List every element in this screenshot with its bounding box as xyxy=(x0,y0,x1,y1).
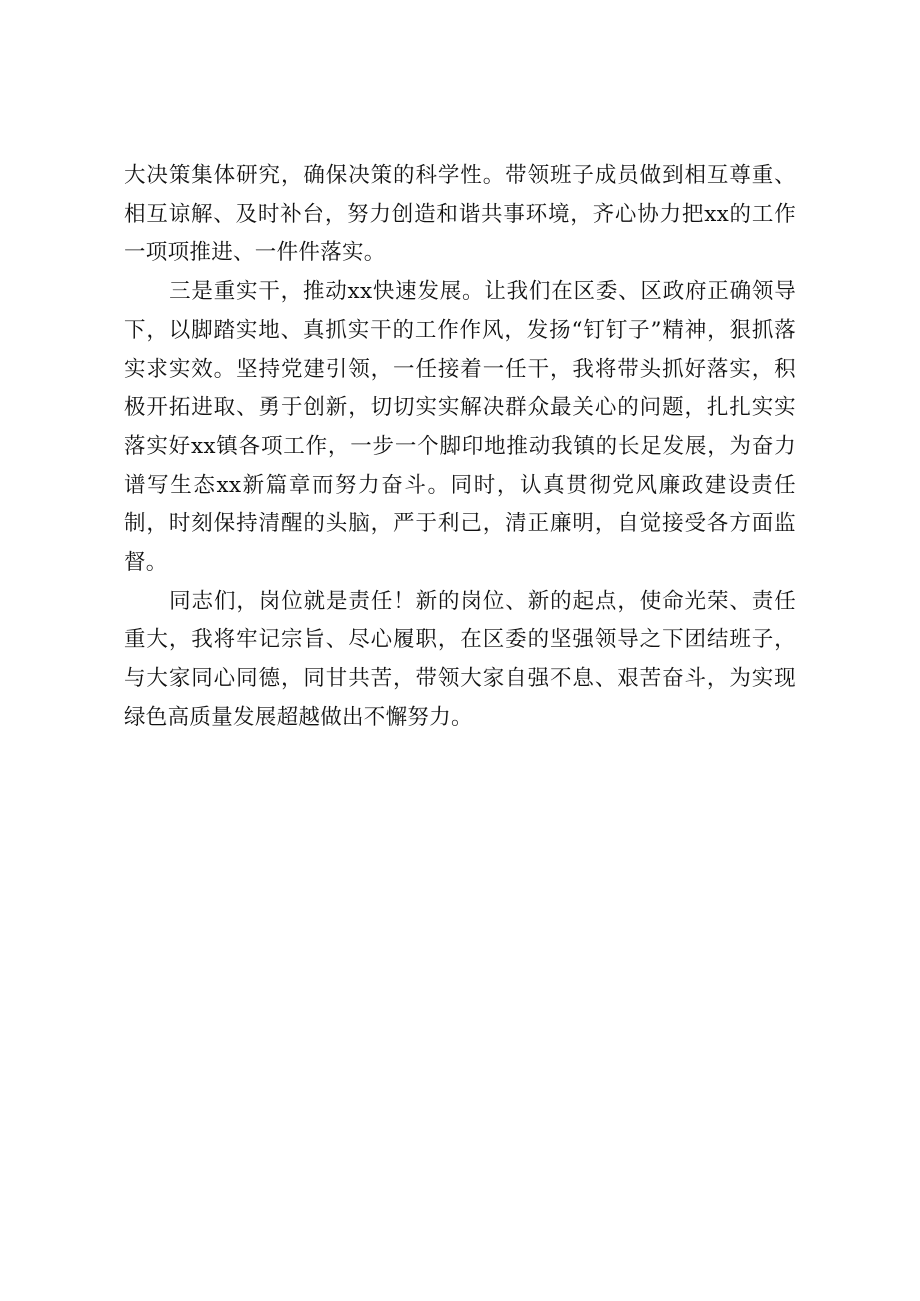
paragraph-practical-work: 三是重实干，推动xx快速发展。让我们在区委、区政府正确领导下，以脚踏实地、真抓实干的工作作风，发扬“钉钉子”精神，狠抓落实求实效。坚持党建引领，一任接着一任干，我将带头抓好落实，积极开拓进取、勇于创新，切切实实解决群众最关心的问题，扎扎实实落实好xx镇各项工作，一步一个脚印地推动我镇的长足发展，为奋力谱写生态xx新篇章而努力奋斗。同时，认真贯彻党风廉政建设责任制，时刻保持清醒的头脑，严于利己，清正廉明，自觉接受各方面监督。 xyxy=(124,279,796,576)
paragraph-continuation: 大决策集体研究，确保决策的科学性。带领班子成员做到相互尊重、相互谅解、及时补台，努力创造和谐共事环境，齐心协力把xx的工作一项项推进、一件件落实。 xyxy=(124,163,796,266)
document-body xyxy=(124,157,796,738)
paragraph-closing: 同志们，岗位就是责任！新的岗位、新的起点，使命光荣、责任重大，我将牢记宗旨、尽心履职，在区委的坚强领导之下团结班子，与大家同心同德，同甘共苦，带领大家自强不息、艰苦奋斗，为实现绿色高质量发展超越做出不懈努力。 xyxy=(124,588,796,730)
